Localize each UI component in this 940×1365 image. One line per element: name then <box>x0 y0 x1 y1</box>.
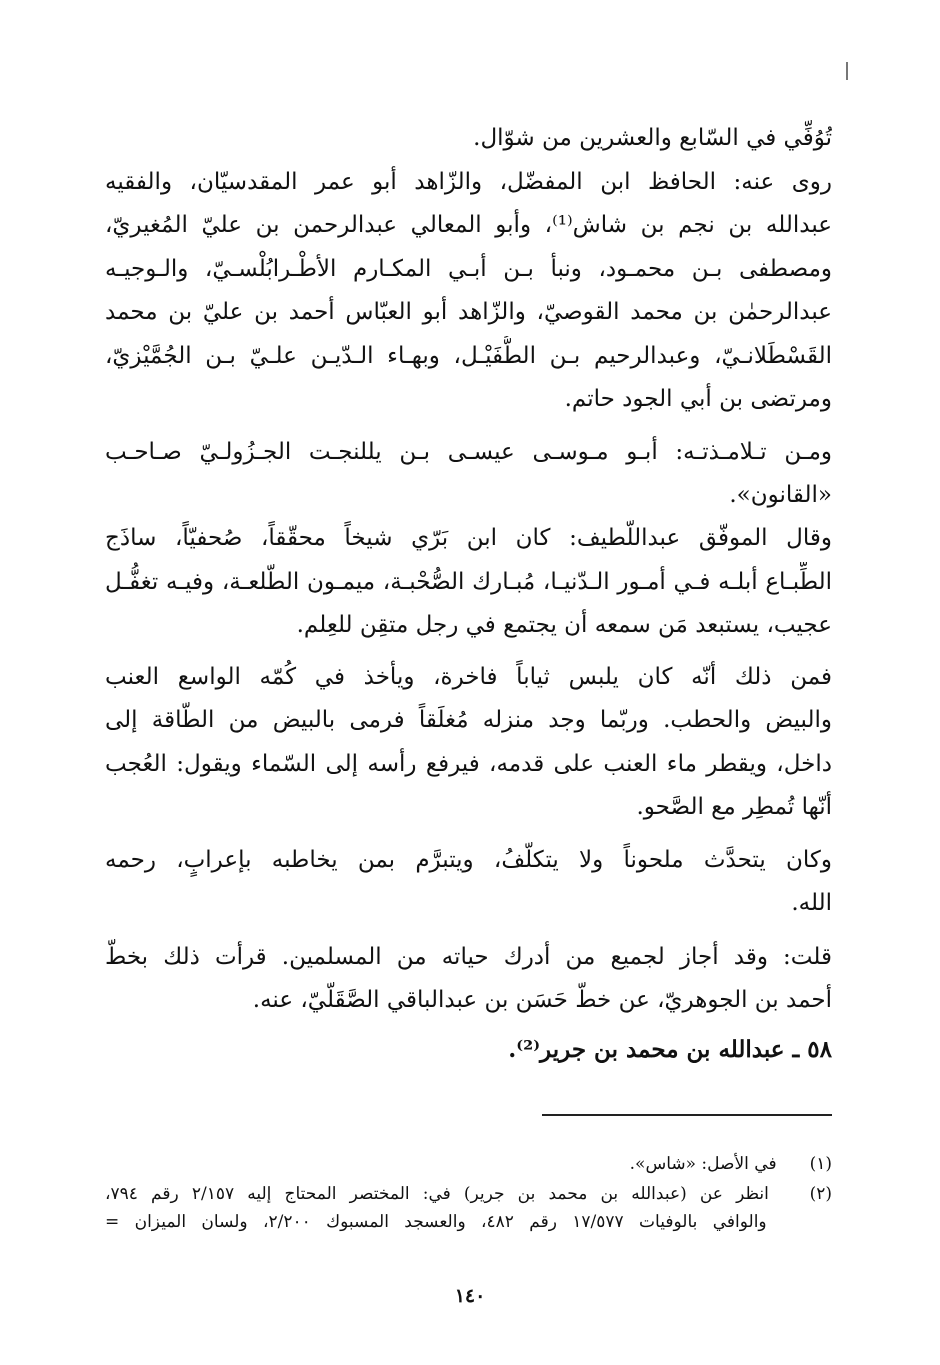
text-line: قلت: وقد أجاز لجميع من أدرك حياته من المسلمين. قرأت ذلك بخطّ <box>105 944 832 970</box>
footnote-number: (١) <box>809 1154 832 1174</box>
footnote-2-continued <box>105 1208 832 1236</box>
text-line: ومصطفى بـن محمـود، ونبأ بـن أبـي المكـارم الأطْـرابُلْسـيّ، والـوجيـه <box>105 256 832 282</box>
text-line: الله. <box>791 890 832 916</box>
footnote-separator <box>542 1114 832 1116</box>
footnote-2 <box>105 1180 832 1208</box>
text-line: القَسْطَلانـيّ، وعبدالرحيم بـن الطُّفَيْـل، وبهـاء الـدّيـن علـيّ بـن الجُمَّيْزيّ، <box>105 343 832 369</box>
text-line: عجيب، يستبعد مَن سمعه أن يجتمع في رجل متقِن للعِلم. <box>296 612 832 638</box>
text-line: روى عنه: الحافظ ابن المفضّل، والزّاهد أبو عمر المقدسيّان، والفقيه <box>105 169 832 195</box>
footnote-number: (٢) <box>809 1184 832 1204</box>
text-line: ومـن تـلامـذتـه: أبـو مـوسـى عيسـى بـن يللنجـت الجـزُولـيّ صـاحـب <box>105 439 832 465</box>
text-line: أحمد بن الجوهريّ، عن خطّ حَسَن بن عبدالباقي الصَّقَلّيّ، عنه. <box>252 987 832 1013</box>
footnote-text: والوافي بالوفيات ١٧/٥٧٧ رقم ٤٨٢، والعسجد المسبوك ٢/٢٠٠، ولسان الميزان = <box>105 1212 767 1232</box>
corner-mark <box>846 62 848 80</box>
text-line: «القانون». <box>729 482 832 508</box>
footnote-1 <box>105 1150 832 1178</box>
text-line: فمن ذلك أنّه كان يلبس ثياباً فاخرة، ويأخذ في كُمّه الواسع العنب <box>105 664 832 690</box>
text-line: داخل، ويقطر ماء العنب على قدمه، فيرفع رأسه إلى السّماء ويقول: العُجب <box>105 751 832 777</box>
text-line: عبدالرحمٰن بن محمد القوصيّ، والزّاهد أبو العبّاس أحمد بن عليّ بن محمد <box>105 299 832 325</box>
text-line: ومرتضى بن أبي الجود حاتم. <box>564 386 832 412</box>
text-line: أنّها تُمطِر مع الصَّحو. <box>636 794 832 820</box>
text-line: الطِّبـاع أبلـه فـي أمـور الـدّنيـا، مُبـارك الصُّحْبـة، ميمـون الطّلعـة، وفيـه تغفُّـل <box>105 569 832 595</box>
text-line: وكان يتحدَّث ملحوناً ولا يتكلّفُ، ويتبرَّم بمن يخاطبه بإعرابٍ، رحمه <box>105 847 832 873</box>
text-line: عبدالله بن نجم بن شاش⁽¹⁾، وأبو المعالي عبدالرحمن بن عليّ المُغيريّ، <box>105 212 832 238</box>
page-number: ١٤٠ <box>454 1285 486 1307</box>
footnote-text: في الأصل: «شاس». <box>629 1154 777 1174</box>
entry-heading: ٥٨ ـ عبدالله بن محمد بن جرير⁽²⁾. <box>508 1036 832 1063</box>
footnote-text: انظر عن (عبدالله بن محمد بن جرير) في: المختصر المحتاج إليه ٢/١٥٧ رقم ٧٩٤، <box>105 1184 769 1204</box>
text-line: والبيض والحطب. وربّما وجد منزله مُغلَقاً فرمى بالبيض من الطّاقة إلى <box>105 707 832 733</box>
text-line: تُوُفِّي في السّابع والعشرين من شوّال. <box>473 125 832 151</box>
text-line: وقال الموفّق عبداللّطيف: كان ابن بَرّي شيخاً محقّقاً، صُحفيّاً، ساذَج <box>105 525 832 551</box>
